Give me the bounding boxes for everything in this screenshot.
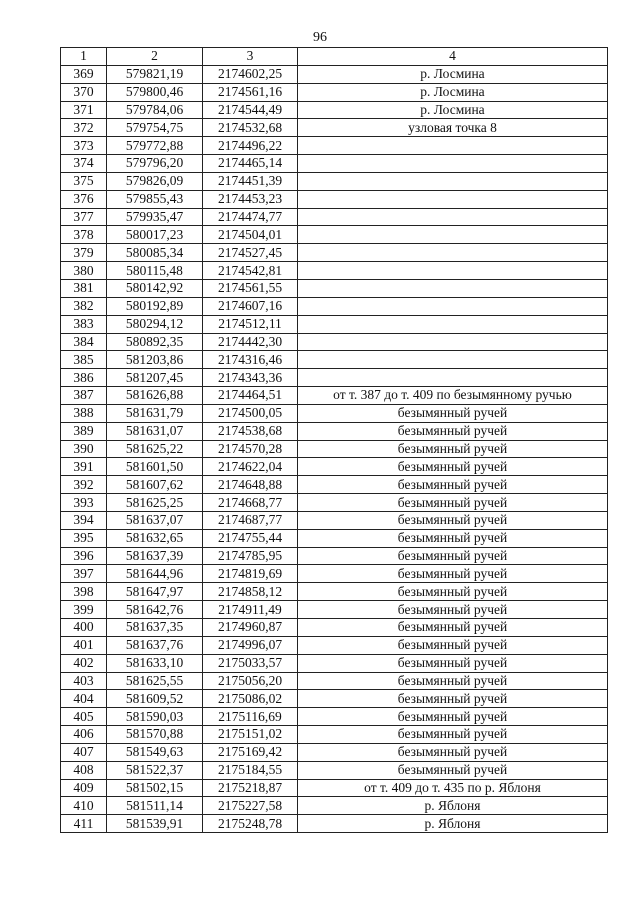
x-coordinate-cell: 580892,35 bbox=[107, 333, 203, 351]
table-row bbox=[61, 440, 608, 458]
y-coordinate-cell: 2174465,14 bbox=[203, 155, 298, 173]
point-number-cell: 381 bbox=[61, 279, 107, 297]
x-coordinate-cell: 581502,15 bbox=[107, 779, 203, 797]
x-coordinate-cell: 581631,07 bbox=[107, 422, 203, 440]
y-coordinate-cell: 2174911,49 bbox=[203, 601, 298, 619]
point-number-cell: 406 bbox=[61, 726, 107, 744]
y-coordinate-cell: 2174785,95 bbox=[203, 547, 298, 565]
x-coordinate-cell: 581637,07 bbox=[107, 511, 203, 529]
point-number-cell: 379 bbox=[61, 244, 107, 262]
description-cell bbox=[298, 297, 608, 315]
table-body bbox=[61, 65, 608, 832]
description-cell: безымянный ручей bbox=[298, 565, 608, 583]
y-coordinate-cell: 2174668,77 bbox=[203, 494, 298, 512]
point-number-cell: 403 bbox=[61, 672, 107, 690]
y-coordinate-cell: 2174819,69 bbox=[203, 565, 298, 583]
x-coordinate-cell: 581633,10 bbox=[107, 654, 203, 672]
y-coordinate-cell: 2174561,16 bbox=[203, 83, 298, 101]
x-coordinate-cell: 580017,23 bbox=[107, 226, 203, 244]
y-coordinate-cell: 2174570,28 bbox=[203, 440, 298, 458]
description-cell bbox=[298, 190, 608, 208]
x-coordinate-cell: 581632,65 bbox=[107, 529, 203, 547]
point-number-cell: 370 bbox=[61, 83, 107, 101]
description-cell: безымянный ручей bbox=[298, 529, 608, 547]
y-coordinate-cell: 2174453,23 bbox=[203, 190, 298, 208]
point-number-cell: 382 bbox=[61, 297, 107, 315]
column-header-2: 2 bbox=[107, 48, 203, 66]
description-cell bbox=[298, 137, 608, 155]
description-cell bbox=[298, 172, 608, 190]
point-number-cell: 399 bbox=[61, 601, 107, 619]
table-row bbox=[61, 155, 608, 173]
description-cell: безымянный ручей bbox=[298, 476, 608, 494]
point-number-cell: 407 bbox=[61, 743, 107, 761]
y-coordinate-cell: 2174512,11 bbox=[203, 315, 298, 333]
table-header-row bbox=[61, 48, 608, 66]
x-coordinate-cell: 581625,25 bbox=[107, 494, 203, 512]
description-cell bbox=[298, 208, 608, 226]
y-coordinate-cell: 2174500,05 bbox=[203, 404, 298, 422]
column-header-4: 4 bbox=[298, 48, 608, 66]
table-row bbox=[61, 529, 608, 547]
y-coordinate-cell: 2175151,02 bbox=[203, 726, 298, 744]
description-cell bbox=[298, 262, 608, 280]
description-cell: р. Лосмина bbox=[298, 101, 608, 119]
x-coordinate-cell: 581522,37 bbox=[107, 761, 203, 779]
x-coordinate-cell: 581637,76 bbox=[107, 636, 203, 654]
table-row bbox=[61, 333, 608, 351]
table-row bbox=[61, 672, 608, 690]
table-row bbox=[61, 297, 608, 315]
point-number-cell: 404 bbox=[61, 690, 107, 708]
y-coordinate-cell: 2174960,87 bbox=[203, 619, 298, 637]
y-coordinate-cell: 2175086,02 bbox=[203, 690, 298, 708]
x-coordinate-cell: 581590,03 bbox=[107, 708, 203, 726]
y-coordinate-cell: 2174648,88 bbox=[203, 476, 298, 494]
description-cell: безымянный ручей bbox=[298, 422, 608, 440]
table-row bbox=[61, 636, 608, 654]
x-coordinate-cell: 579772,88 bbox=[107, 137, 203, 155]
description-cell bbox=[298, 226, 608, 244]
x-coordinate-cell: 579800,46 bbox=[107, 83, 203, 101]
point-number-cell: 396 bbox=[61, 547, 107, 565]
description-cell: безымянный ручей bbox=[298, 511, 608, 529]
x-coordinate-cell: 580294,12 bbox=[107, 315, 203, 333]
description-cell bbox=[298, 369, 608, 387]
x-coordinate-cell: 581203,86 bbox=[107, 351, 203, 369]
description-cell bbox=[298, 351, 608, 369]
table-row bbox=[61, 369, 608, 387]
table-row bbox=[61, 708, 608, 726]
table-row bbox=[61, 208, 608, 226]
table-row bbox=[61, 815, 608, 833]
description-cell: безымянный ручей bbox=[298, 547, 608, 565]
point-number-cell: 397 bbox=[61, 565, 107, 583]
y-coordinate-cell: 2175116,69 bbox=[203, 708, 298, 726]
table-row bbox=[61, 279, 608, 297]
description-cell: от т. 387 до т. 409 по безымянному ручью bbox=[298, 387, 608, 405]
point-number-cell: 389 bbox=[61, 422, 107, 440]
description-cell: безымянный ручей bbox=[298, 726, 608, 744]
description-cell: узловая точка 8 bbox=[298, 119, 608, 137]
description-cell: безымянный ручей bbox=[298, 636, 608, 654]
table-row bbox=[61, 761, 608, 779]
x-coordinate-cell: 581631,79 bbox=[107, 404, 203, 422]
table-row bbox=[61, 779, 608, 797]
table-row bbox=[61, 494, 608, 512]
point-number-cell: 372 bbox=[61, 119, 107, 137]
y-coordinate-cell: 2175218,87 bbox=[203, 779, 298, 797]
point-number-cell: 400 bbox=[61, 619, 107, 637]
description-cell bbox=[298, 155, 608, 173]
table-row bbox=[61, 315, 608, 333]
x-coordinate-cell: 580192,89 bbox=[107, 297, 203, 315]
table-row bbox=[61, 619, 608, 637]
table-row bbox=[61, 565, 608, 583]
y-coordinate-cell: 2174442,30 bbox=[203, 333, 298, 351]
point-number-cell: 387 bbox=[61, 387, 107, 405]
table-row bbox=[61, 476, 608, 494]
point-number-cell: 384 bbox=[61, 333, 107, 351]
x-coordinate-cell: 579754,75 bbox=[107, 119, 203, 137]
y-coordinate-cell: 2175169,42 bbox=[203, 743, 298, 761]
table-row bbox=[61, 511, 608, 529]
x-coordinate-cell: 581601,50 bbox=[107, 458, 203, 476]
table-row bbox=[61, 797, 608, 815]
x-coordinate-cell: 581625,55 bbox=[107, 672, 203, 690]
x-coordinate-cell: 581609,52 bbox=[107, 690, 203, 708]
x-coordinate-cell: 579826,09 bbox=[107, 172, 203, 190]
point-number-cell: 411 bbox=[61, 815, 107, 833]
table-row bbox=[61, 458, 608, 476]
x-coordinate-cell: 579821,19 bbox=[107, 65, 203, 83]
y-coordinate-cell: 2175056,20 bbox=[203, 672, 298, 690]
point-number-cell: 374 bbox=[61, 155, 107, 173]
x-coordinate-cell: 581637,39 bbox=[107, 547, 203, 565]
y-coordinate-cell: 2174496,22 bbox=[203, 137, 298, 155]
point-number-cell: 394 bbox=[61, 511, 107, 529]
point-number-cell: 410 bbox=[61, 797, 107, 815]
description-cell: р. Лосмина bbox=[298, 83, 608, 101]
y-coordinate-cell: 2174464,51 bbox=[203, 387, 298, 405]
table-row bbox=[61, 422, 608, 440]
point-number-cell: 375 bbox=[61, 172, 107, 190]
table-row bbox=[61, 690, 608, 708]
table-row bbox=[61, 262, 608, 280]
point-number-cell: 388 bbox=[61, 404, 107, 422]
point-number-cell: 405 bbox=[61, 708, 107, 726]
point-number-cell: 377 bbox=[61, 208, 107, 226]
y-coordinate-cell: 2174622,04 bbox=[203, 458, 298, 476]
x-coordinate-cell: 581539,91 bbox=[107, 815, 203, 833]
point-number-cell: 409 bbox=[61, 779, 107, 797]
table-row bbox=[61, 190, 608, 208]
description-cell bbox=[298, 315, 608, 333]
y-coordinate-cell: 2174687,77 bbox=[203, 511, 298, 529]
table-row bbox=[61, 583, 608, 601]
description-cell bbox=[298, 279, 608, 297]
description-cell bbox=[298, 333, 608, 351]
description-cell bbox=[298, 244, 608, 262]
description-cell: безымянный ручей bbox=[298, 672, 608, 690]
table-row bbox=[61, 244, 608, 262]
description-cell: от т. 409 до т. 435 по р. Яблоня bbox=[298, 779, 608, 797]
column-header-3: 3 bbox=[203, 48, 298, 66]
y-coordinate-cell: 2174607,16 bbox=[203, 297, 298, 315]
point-number-cell: 385 bbox=[61, 351, 107, 369]
point-number-cell: 376 bbox=[61, 190, 107, 208]
page-number: 96 bbox=[313, 30, 327, 45]
description-cell: безымянный ручей bbox=[298, 690, 608, 708]
table-row bbox=[61, 726, 608, 744]
description-cell: безымянный ручей bbox=[298, 404, 608, 422]
point-number-cell: 383 bbox=[61, 315, 107, 333]
y-coordinate-cell: 2174538,68 bbox=[203, 422, 298, 440]
description-cell: безымянный ручей bbox=[298, 654, 608, 672]
point-number-cell: 378 bbox=[61, 226, 107, 244]
y-coordinate-cell: 2174504,01 bbox=[203, 226, 298, 244]
table-row bbox=[61, 743, 608, 761]
point-number-cell: 392 bbox=[61, 476, 107, 494]
x-coordinate-cell: 579784,06 bbox=[107, 101, 203, 119]
description-cell: безымянный ручей bbox=[298, 440, 608, 458]
y-coordinate-cell: 2174996,07 bbox=[203, 636, 298, 654]
x-coordinate-cell: 581207,45 bbox=[107, 369, 203, 387]
point-number-cell: 391 bbox=[61, 458, 107, 476]
y-coordinate-cell: 2174532,68 bbox=[203, 119, 298, 137]
x-coordinate-cell: 580142,92 bbox=[107, 279, 203, 297]
y-coordinate-cell: 2174858,12 bbox=[203, 583, 298, 601]
y-coordinate-cell: 2174316,46 bbox=[203, 351, 298, 369]
y-coordinate-cell: 2174602,25 bbox=[203, 65, 298, 83]
point-number-cell: 408 bbox=[61, 761, 107, 779]
x-coordinate-cell: 579855,43 bbox=[107, 190, 203, 208]
description-cell: безымянный ручей bbox=[298, 743, 608, 761]
description-cell: безымянный ручей bbox=[298, 494, 608, 512]
coordinates-table bbox=[60, 47, 608, 833]
x-coordinate-cell: 581607,62 bbox=[107, 476, 203, 494]
y-coordinate-cell: 2174527,45 bbox=[203, 244, 298, 262]
description-cell: безымянный ручей bbox=[298, 708, 608, 726]
y-coordinate-cell: 2174561,55 bbox=[203, 279, 298, 297]
point-number-cell: 390 bbox=[61, 440, 107, 458]
x-coordinate-cell: 581642,76 bbox=[107, 601, 203, 619]
point-number-cell: 373 bbox=[61, 137, 107, 155]
y-coordinate-cell: 2174544,49 bbox=[203, 101, 298, 119]
point-number-cell: 401 bbox=[61, 636, 107, 654]
table-row bbox=[61, 601, 608, 619]
point-number-cell: 393 bbox=[61, 494, 107, 512]
table-row bbox=[61, 547, 608, 565]
x-coordinate-cell: 581644,96 bbox=[107, 565, 203, 583]
y-coordinate-cell: 2174755,44 bbox=[203, 529, 298, 547]
x-coordinate-cell: 581647,97 bbox=[107, 583, 203, 601]
table-row bbox=[61, 404, 608, 422]
y-coordinate-cell: 2175248,78 bbox=[203, 815, 298, 833]
point-number-cell: 395 bbox=[61, 529, 107, 547]
description-cell: безымянный ручей bbox=[298, 601, 608, 619]
y-coordinate-cell: 2174343,36 bbox=[203, 369, 298, 387]
x-coordinate-cell: 579935,47 bbox=[107, 208, 203, 226]
table-row bbox=[61, 226, 608, 244]
table-row bbox=[61, 65, 608, 83]
point-number-cell: 380 bbox=[61, 262, 107, 280]
column-header-1: 1 bbox=[61, 48, 107, 66]
table-row bbox=[61, 101, 608, 119]
point-number-cell: 371 bbox=[61, 101, 107, 119]
y-coordinate-cell: 2175033,57 bbox=[203, 654, 298, 672]
description-cell: безымянный ручей bbox=[298, 761, 608, 779]
table-row bbox=[61, 172, 608, 190]
x-coordinate-cell: 581549,63 bbox=[107, 743, 203, 761]
table-row bbox=[61, 119, 608, 137]
y-coordinate-cell: 2174474,77 bbox=[203, 208, 298, 226]
description-cell: р. Яблоня bbox=[298, 815, 608, 833]
description-cell: безымянный ручей bbox=[298, 583, 608, 601]
x-coordinate-cell: 581625,22 bbox=[107, 440, 203, 458]
y-coordinate-cell: 2174451,39 bbox=[203, 172, 298, 190]
table-row bbox=[61, 83, 608, 101]
y-coordinate-cell: 2175227,58 bbox=[203, 797, 298, 815]
x-coordinate-cell: 581626,88 bbox=[107, 387, 203, 405]
table-row bbox=[61, 351, 608, 369]
y-coordinate-cell: 2175184,55 bbox=[203, 761, 298, 779]
x-coordinate-cell: 580115,48 bbox=[107, 262, 203, 280]
x-coordinate-cell: 579796,20 bbox=[107, 155, 203, 173]
table-row bbox=[61, 137, 608, 155]
point-number-cell: 386 bbox=[61, 369, 107, 387]
description-cell: р. Яблоня bbox=[298, 797, 608, 815]
x-coordinate-cell: 581511,14 bbox=[107, 797, 203, 815]
y-coordinate-cell: 2174542,81 bbox=[203, 262, 298, 280]
x-coordinate-cell: 581570,88 bbox=[107, 726, 203, 744]
table-row bbox=[61, 387, 608, 405]
table-row bbox=[61, 654, 608, 672]
description-cell: безымянный ручей bbox=[298, 458, 608, 476]
description-cell: р. Лосмина bbox=[298, 65, 608, 83]
description-cell: безымянный ручей bbox=[298, 619, 608, 637]
point-number-cell: 402 bbox=[61, 654, 107, 672]
point-number-cell: 369 bbox=[61, 65, 107, 83]
x-coordinate-cell: 581637,35 bbox=[107, 619, 203, 637]
x-coordinate-cell: 580085,34 bbox=[107, 244, 203, 262]
point-number-cell: 398 bbox=[61, 583, 107, 601]
